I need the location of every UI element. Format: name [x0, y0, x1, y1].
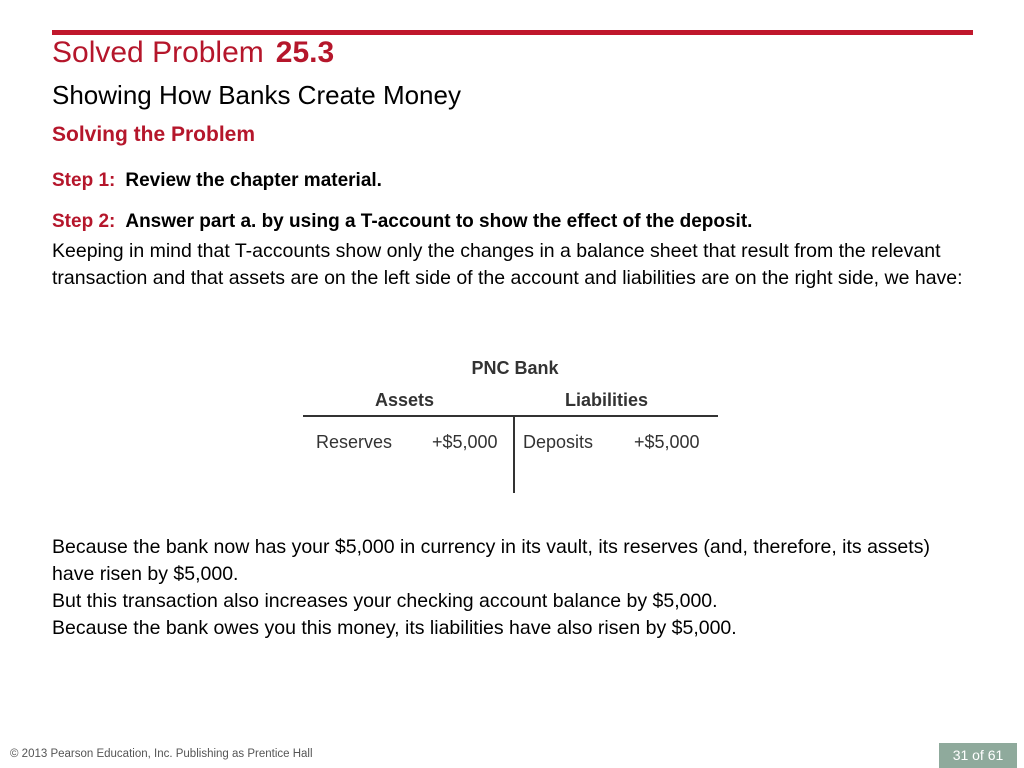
step-1-text: Review the chapter material. [125, 170, 382, 191]
t-account-horizontal-line [303, 415, 718, 417]
slide-title [52, 36, 334, 70]
liabilities-item: Deposits [523, 432, 594, 452]
liabilities-value: +$5,000 [634, 432, 700, 452]
title-rule [52, 30, 973, 35]
t-account-vertical-line [513, 415, 515, 493]
t-account-title: PNC Bank [471, 358, 559, 378]
step-1-label: Step 1: [52, 170, 116, 191]
step-2 [52, 211, 752, 233]
assets-header: Assets [375, 390, 435, 410]
slide-subtitle: Showing How Banks Create Money [52, 80, 461, 110]
assets-item: Reserves [316, 432, 393, 452]
conclusion-line-1: Because the bank now has your $5,000 in currency in its vault, its reserves (and, therefore, its assets) have risen by $5,000. [52, 536, 930, 585]
conclusion-line-2: But this transaction also increases your checking account balance by $5,000. [52, 590, 718, 612]
conclusion-paragraph [52, 534, 977, 642]
page-number-badge: 31 of 61 [939, 743, 1017, 768]
step-2-label: Step 2: [52, 211, 116, 232]
step-1 [52, 170, 382, 192]
copyright-footer: © 2013 Pearson Education, Inc. Publishing as Prentice Hall [10, 748, 313, 760]
title-text: Solved Problem [52, 36, 264, 69]
title-number: 25.3 [275, 36, 335, 69]
assets-value: +$5,000 [432, 432, 498, 452]
step-2-text: Answer part a. by using a T-account to show the effect of the deposit. [125, 211, 753, 232]
liabilities-header: Liabilities [565, 390, 649, 410]
explanation-paragraph: Keeping in mind that T-accounts show only the changes in a balance sheet that result from the relevant transaction and that assets are on the left side of the account and liabilities are on the right side, we have: [52, 240, 963, 289]
t-account [300, 355, 720, 495]
section-heading: Solving the Problem [52, 123, 256, 146]
conclusion-line-3: Because the bank owes you this money, its liabilities have also risen by $5,000. [52, 617, 737, 639]
